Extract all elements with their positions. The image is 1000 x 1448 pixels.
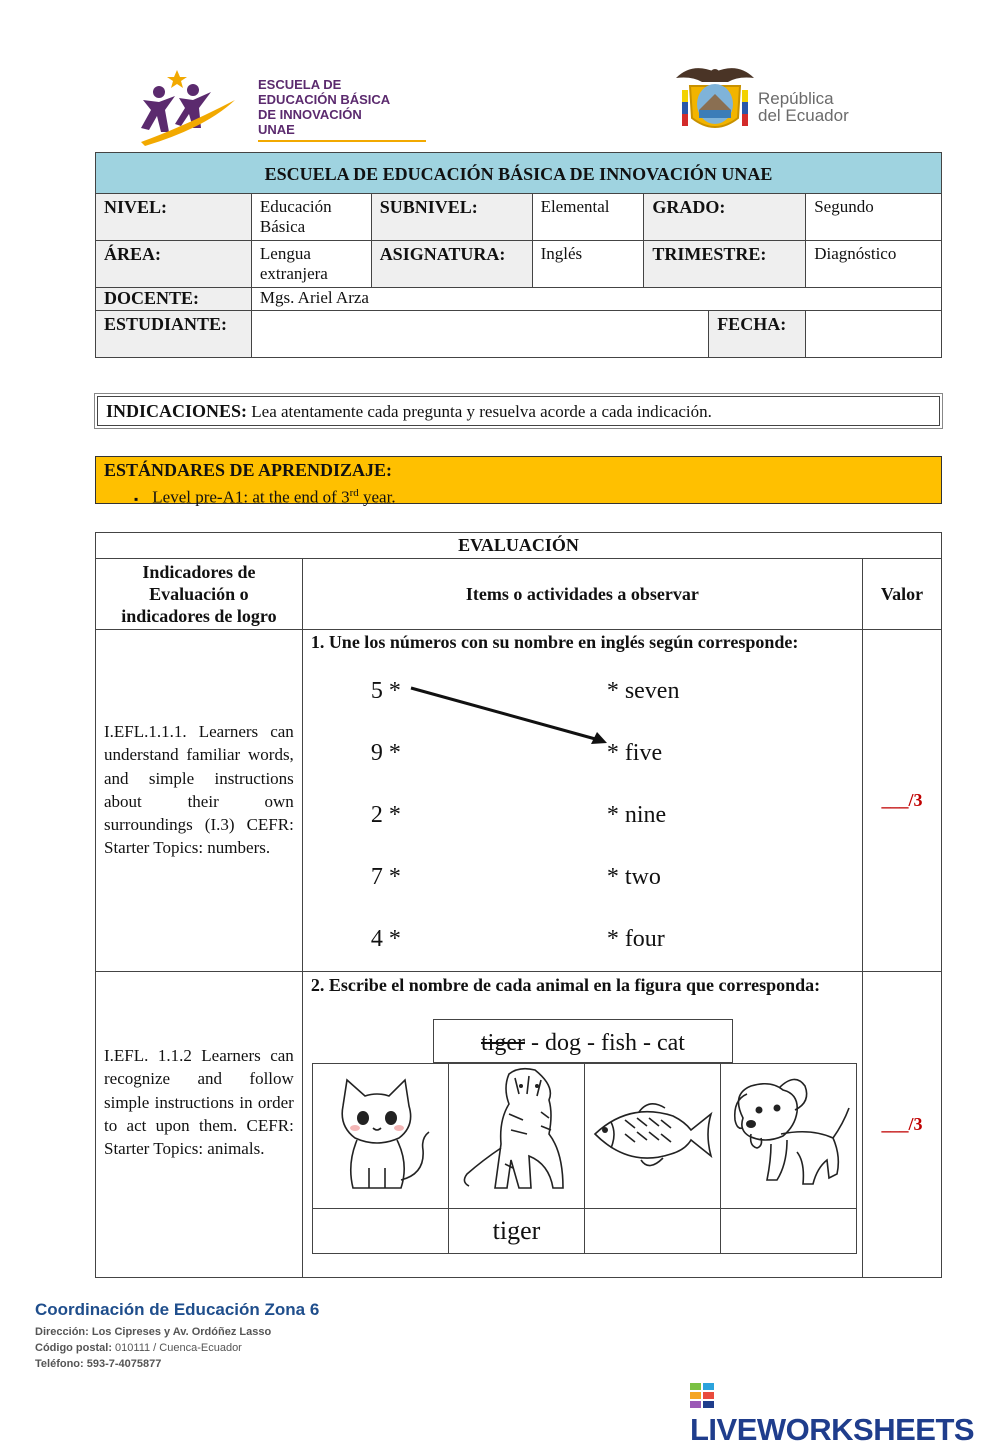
tiger-picture <box>449 1064 585 1209</box>
cat-answer-field[interactable] <box>313 1209 449 1254</box>
docente-value: Mgs. Ariel Arza <box>251 288 941 311</box>
trimestre-label: TRIMESTRE: <box>644 241 806 288</box>
standards-item-end: year. <box>358 487 396 507</box>
word-bank <box>433 1019 733 1063</box>
trimestre-value: Diagnóstico <box>806 241 942 288</box>
example-arrow-icon <box>403 680 613 750</box>
word-bank-tiger: tiger <box>481 1030 525 1056</box>
footer-postal-label: Código postal: <box>35 1342 112 1354</box>
q1-word[interactable]: * five <box>606 740 663 766</box>
q1-word[interactable]: * four <box>606 926 665 952</box>
school-logo-text <box>258 77 390 137</box>
cat-icon <box>313 1064 448 1203</box>
q1-number[interactable]: 9 * <box>370 740 401 766</box>
standards-box <box>95 456 942 507</box>
animal-grid <box>312 1063 857 1254</box>
docente-label: DOCENTE: <box>96 288 252 311</box>
footer-phone <box>35 1358 161 1370</box>
footer-phone-label: Teléfono: <box>35 1358 84 1370</box>
q1-word[interactable]: * two <box>606 864 661 890</box>
q1-word[interactable]: * seven <box>606 678 680 704</box>
asignatura-label: ASIGNATURA: <box>371 241 532 288</box>
dog-answer-field[interactable] <box>721 1209 857 1254</box>
footer-address-value: Los Cipreses y Av. Ordóñez Lasso <box>88 1326 272 1338</box>
coat-of-arms-icon <box>672 60 758 142</box>
word-bank-fish: fish <box>601 1030 637 1056</box>
footer-postal <box>35 1342 242 1354</box>
col-items-header: Items o actividades a observar <box>302 559 862 630</box>
footer-address <box>35 1326 271 1338</box>
liveworksheets-logo[interactable] <box>690 1376 1000 1448</box>
footer-title: Coordinación de Educación Zona 6 <box>35 1300 320 1319</box>
q1-number[interactable]: 4 * <box>370 926 401 952</box>
q1-number[interactable]: 5 * <box>370 678 401 704</box>
instructions-label: INDICACIONES: <box>106 401 248 421</box>
school-title: ESCUELA DE EDUCACIÓN BÁSICA DE INNOVACIÓN UNAE <box>96 153 942 194</box>
school-logo-line: ESCUELA DE <box>258 77 342 92</box>
liveworksheets-icon <box>690 1383 714 1409</box>
school-logo-line: UNAE <box>258 122 295 137</box>
estudiante-label: ESTUDIANTE: <box>96 311 252 358</box>
q1-activity <box>302 630 862 972</box>
evaluation-title: EVALUACIÓN <box>96 533 942 559</box>
standards-item-text: Level pre-A1: at the end of 3 <box>152 487 350 507</box>
q1-instruction: 1. Une los números con su nombre en inglés según corresponde: <box>310 632 799 652</box>
word-bank-sep: - <box>637 1030 657 1056</box>
q2-indicator: I.EFL. 1.1.2 Learners can recognize and follow simple instructions in order to act upon them. CEFR: Starter Topics: animals. <box>96 972 303 1278</box>
fecha-field[interactable] <box>806 311 942 358</box>
fish-picture <box>585 1064 721 1209</box>
student-info-table <box>95 152 942 358</box>
fecha-label: FECHA: <box>708 311 805 357</box>
area-label: ÁREA: <box>96 241 252 288</box>
logo-divider <box>258 140 426 142</box>
col-indicators-header: Indicadores de Evaluación o indicadores de logro <box>96 559 303 630</box>
word-bank-sep: - <box>525 1030 545 1056</box>
instructions-text: Lea atentamente cada pregunta y resuelva acorde a cada indicación. <box>251 402 712 421</box>
tiger-answer-field[interactable]: tiger <box>449 1209 585 1254</box>
q1-number[interactable]: 2 * <box>370 802 401 828</box>
bullet-icon: ▪ <box>134 491 139 506</box>
word-bank-dog: dog <box>545 1030 581 1056</box>
fish-icon <box>585 1064 720 1203</box>
footer-address-label: Dirección: <box>35 1326 89 1338</box>
dog-picture <box>721 1064 857 1209</box>
republic-line: del Ecuador <box>758 106 849 125</box>
standards-item-sup: rd <box>349 487 359 499</box>
q2-instruction: 2. Escribe el nombre de cada animal en la figura que corresponda: <box>310 975 821 995</box>
ecuador-coat-of-arms <box>672 60 758 142</box>
q2-score[interactable]: ___/3 <box>863 972 942 1278</box>
republic-ecuador-text <box>758 90 849 124</box>
school-logo-line: EDUCACIÓN BÁSICA <box>258 92 391 107</box>
footer-phone-value: 593-7-4075877 <box>83 1358 162 1370</box>
subnivel-value: Elemental <box>532 194 644 241</box>
liveworksheets-text: LIVEWORKSHEETS <box>690 1412 975 1447</box>
grado-value: Segundo <box>806 194 942 241</box>
school-logo-line: DE INNOVACIÓN <box>258 107 362 122</box>
cat-picture <box>313 1064 449 1209</box>
standards-label: ESTÁNDARES DE APRENDIZAJE: <box>104 460 393 480</box>
footer-postal-value: 010111 / Cuenca-Ecuador <box>112 1342 242 1354</box>
tiger-icon <box>449 1064 584 1203</box>
word-bank-sep: - <box>581 1030 601 1056</box>
dog-icon <box>721 1064 856 1203</box>
standards-item <box>134 482 933 510</box>
q1-score[interactable]: ___/3 <box>863 630 942 972</box>
school-logo-figures-icon <box>135 66 255 148</box>
estudiante-cell <box>251 311 805 358</box>
nivel-value: Educación Básica <box>251 194 371 241</box>
fish-answer-field[interactable] <box>585 1209 721 1254</box>
instructions-box <box>97 396 940 426</box>
q1-indicator: I.EFL.1.1.1. Learners can understand familiar words, and simple instructions about their own surroundings (I.3) CEFR: Starter Topics: numbers. <box>96 630 303 972</box>
q1-number[interactable]: 7 * <box>370 864 401 890</box>
q1-word[interactable]: * nine <box>606 802 667 828</box>
subnivel-label: SUBNIVEL: <box>371 194 532 241</box>
col-value-header: Valor <box>863 559 942 630</box>
word-bank-cat: cat <box>657 1030 685 1056</box>
estudiante-field[interactable] <box>252 311 708 357</box>
republic-line: República <box>758 89 834 108</box>
asignatura-value: Inglés <box>532 241 644 288</box>
area-value: Lengua extranjera <box>251 241 371 288</box>
nivel-label: NIVEL: <box>96 194 252 241</box>
grado-label: GRADO: <box>644 194 806 241</box>
